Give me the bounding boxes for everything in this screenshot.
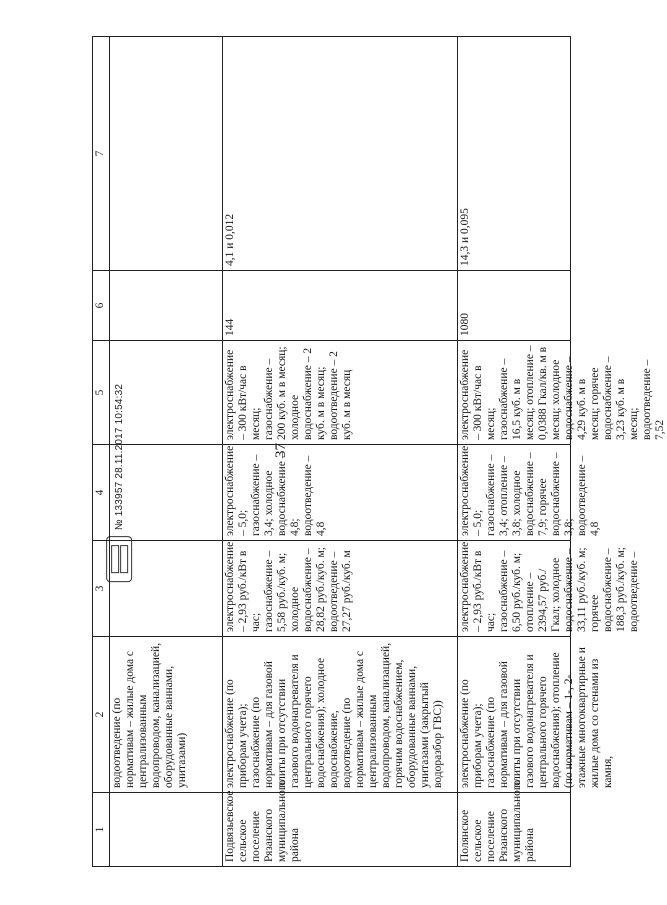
index-cell	[458, 445, 601, 541]
column-header: 3	[93, 541, 110, 637]
population-cell	[458, 271, 571, 341]
share-cell	[458, 37, 571, 271]
services-cell	[458, 637, 614, 793]
column-header: 4	[93, 445, 110, 541]
population-cell	[223, 271, 458, 341]
municipality-cell	[458, 779, 571, 867]
cell-text: электроснабжение (по приборам учета); газоснабжение (по нормативам – для газовой плиты при отсутствии газового водонагревателя и центрального горячего водоснабжения); отопление (по нормативам – 1-, 2-этажные многоквартирные и жилые дома со стенами из камня,	[459, 647, 614, 788]
table-row	[458, 37, 571, 867]
cell-text: электроснабжение – 2,93 руб./кВт в час; газоснабжение – 6,50 руб./куб. м; отопление – 2394,57 руб./Гкал; холодное водоснабжение – 33,11 руб./куб. м; горячее водоснабжение – 188,3 руб./куб. м; водоотведение –	[459, 541, 640, 632]
services-cell	[110, 637, 223, 793]
services-cell	[223, 637, 458, 793]
table-row	[223, 37, 458, 867]
cell-text: электроснабжение – 5,0; газоснабжение – 3,4; отопление – 3,8; холодное водоснабжение – 7,9; горячее водоснабжение – 3,8; водоотведение – 4,8	[459, 445, 601, 536]
tariffs-cell	[223, 541, 458, 637]
municipality-cell	[223, 779, 458, 867]
table-row	[110, 37, 223, 867]
cell-text: электроснабжение (по приборам учета); газоснабжение (по нормативам – для газовой плиты при отсутствии газового водонагревателя и центрального горячего водоснабжения); холодное водоснабжение, водоотведение (по нормативам – жилые дома с централизованным водопроводом, канализацией, горячим водоснабжением, оборудованные ваннами, унитазами (закрытый водоразбор ГВС))	[224, 642, 444, 788]
column-header: 7	[93, 37, 110, 271]
cell-text: Подвязьевское сельское поселение Рязанского муниципального района	[224, 779, 301, 862]
tariffs-cell	[458, 541, 640, 637]
column-header: 2	[93, 637, 110, 793]
cell-text: водоотведение (по нормативам – жилые дома с централизованным водопроводом, канализацией, оборудованные ваннами, унитазами)	[111, 642, 188, 788]
column-header: 1	[93, 793, 110, 867]
column-header: 6	[93, 271, 110, 341]
cell-text: электроснабжение – 300 кВт/час в месяц; газоснабжение – 16,5 куб. м в месяц; отопление – 0,0388 Гкал/кв. м в месяц; холодное водоснабжение – 4,29 куб. м в месяц; горячее водоснабжение – 3,23 куб. м в месяц; водоотведение – 7,52	[459, 345, 666, 440]
rotated-table-wrapper	[92, 37, 666, 867]
share-cell	[223, 37, 458, 271]
column-header: 5	[93, 341, 110, 445]
tariffs-cell	[110, 541, 223, 637]
cell-text: 14,3 и 0,095	[459, 208, 471, 266]
table-header-row	[93, 37, 110, 867]
cell-text: 1080	[459, 313, 471, 336]
cell-text: электроснабжение – 300 кВт/час в месяц; газоснабжение – 200 куб. м в месяц; холодное водоснабжение – 2 куб. м в месяц; водоотведение – 2 куб. м в месяц	[224, 346, 353, 440]
page-number: 37	[273, 443, 289, 458]
index-cell	[223, 445, 458, 541]
index-cell	[110, 445, 223, 541]
share-cell	[110, 37, 223, 271]
volume-cell	[223, 341, 458, 445]
municipality-cell	[110, 793, 223, 867]
population-cell	[110, 271, 223, 341]
cell-text: электроснабжение – 5,0; газоснабжение – 3,4; холодное водоснабжение – 4,8; водоотведение – 4,8	[224, 445, 327, 536]
volume-cell	[110, 341, 223, 445]
cell-text: 4,1 и 0,012	[224, 213, 236, 266]
volume-cell	[458, 341, 666, 445]
cell-text: Полянское сельское поселение Рязанского муниципального района	[459, 779, 536, 862]
cell-text: 144	[224, 318, 236, 336]
tariff-table	[92, 36, 666, 867]
cell-text: электроснабжение – 2,93 руб./кВт в час; газоснабжение – 5,58 руб./куб. м; холодное водоснабжение – 28,82 руб./куб. м; водоотведение – 27,27 руб./куб. м	[224, 541, 353, 632]
document-code: № 133957 28.11.2017 10:54:32	[113, 383, 125, 531]
